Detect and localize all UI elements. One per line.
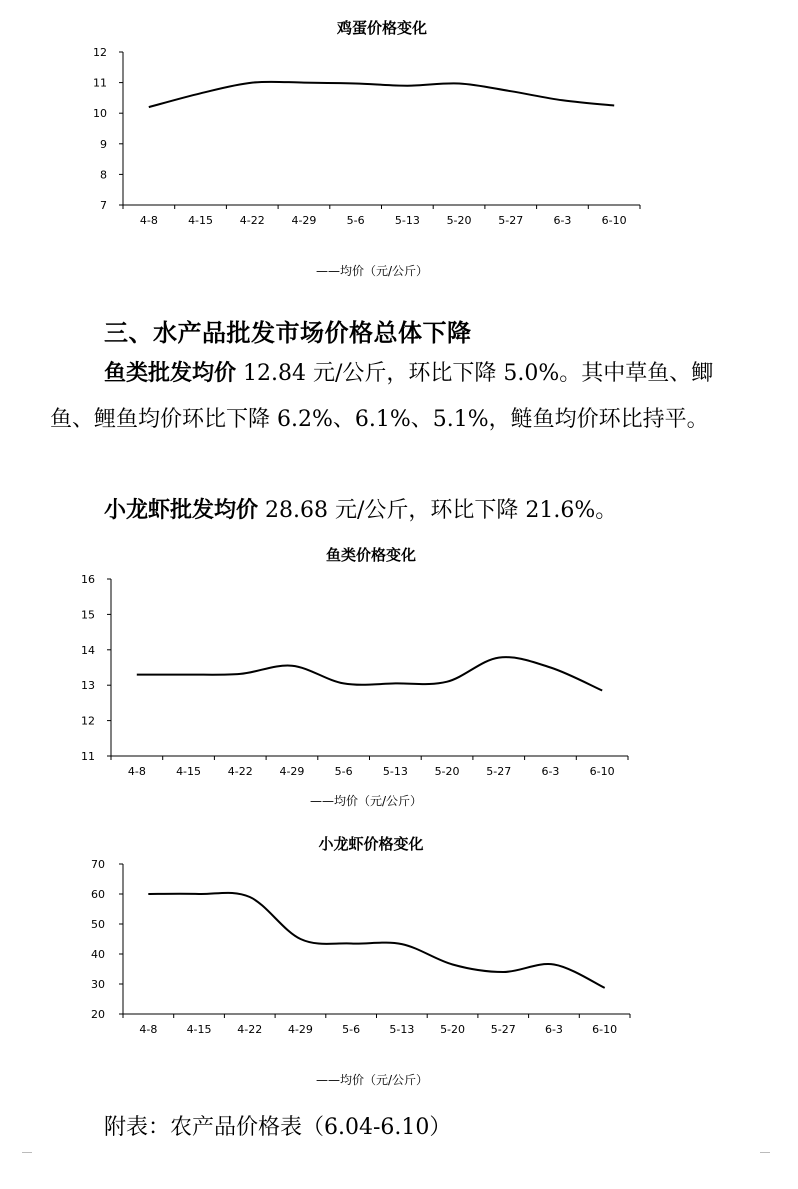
x-tick-label: 5-27 [490,1023,516,1036]
x-tick-label: 5-20 [446,214,472,227]
x-tick-label: 5-6 [342,1023,361,1036]
fish-paragraph-lead: 鱼类批发均价 [104,361,237,386]
x-tick-label: 5-27 [486,765,512,778]
fish-paragraph-text: 12.84 元/公斤，环比下降 5.0%。其中草鱼、鲫鱼、鲤鱼均价环比下降 6.2%、6.1%、5.1%，鲢鱼均价环比持平。 [50,361,714,432]
legend-label: ——均价（元/公斤） [309,794,423,808]
y-tick-label: 16 [81,573,95,586]
x-tick-label: 4-22 [239,214,265,227]
series-line [149,82,614,107]
chart-title: 小龙虾价格变化 [318,835,424,853]
x-tick-label: 4-8 [139,214,158,227]
x-tick-label: 6-10 [589,765,615,778]
x-tick-label: 6-3 [544,1023,563,1036]
legend-label: ——均价（元/公斤） [315,1073,429,1087]
x-tick-label: 5-20 [440,1023,466,1036]
x-tick-label: 4-29 [291,214,317,227]
crayfish-price-chart [0,820,798,1100]
crayfish-paragraph [50,488,750,534]
y-tick-label: 50 [91,918,105,931]
egg-price-chart [0,0,798,290]
crayfish-paragraph-text: 28.68 元/公斤，环比下降 21.6%。 [258,498,618,523]
y-tick-label: 9 [100,137,107,151]
x-tick-label: 5-27 [498,214,524,227]
egg-chart-svg [0,0,798,290]
x-tick-label: 4-15 [186,1023,212,1036]
crayfish-paragraph-lead: 小龙虾批发均价 [104,498,259,523]
x-tick-label: 5-13 [389,1023,415,1036]
x-tick-label: 6-3 [541,765,560,778]
fish-chart-svg [0,535,798,820]
x-tick-label: 4-29 [287,1023,313,1036]
y-tick-label: 60 [91,888,105,901]
x-tick-label: 5-20 [434,765,460,778]
x-tick-label: 4-22 [237,1023,263,1036]
x-tick-label: 4-8 [127,765,146,778]
x-tick-label: 4-22 [227,765,253,778]
series-line [148,893,604,988]
right-page-mark [760,1152,770,1153]
appendix-line: 附表：农产品价格表（6.04-6.10） [104,1115,452,1140]
x-tick-label: 4-8 [139,1023,158,1036]
legend-label: ——均价（元/公斤） [315,264,429,278]
y-tick-label: 30 [91,978,105,991]
x-tick-label: 5-6 [346,214,365,227]
x-tick-label: 5-13 [382,765,408,778]
x-tick-label: 5-13 [394,214,420,227]
chart-title: 鱼类价格变化 [325,546,417,564]
y-tick-label: 7 [100,199,107,212]
y-tick-label: 10 [93,107,107,121]
crayfish-chart-svg [0,820,798,1100]
x-tick-label: 6-3 [553,214,572,227]
y-tick-label: 15 [81,608,95,622]
fish-price-chart [0,535,798,820]
x-tick-label: 6-10 [601,214,627,227]
section-heading: 三、水产品批发市场价格总体下降 [104,319,472,347]
x-tick-label: 4-15 [176,765,202,778]
y-tick-label: 13 [81,679,95,693]
y-tick-label: 70 [91,858,105,871]
y-tick-label: 11 [81,750,95,763]
y-tick-label: 20 [91,1008,105,1021]
x-tick-label: 4-15 [188,214,214,227]
y-tick-label: 12 [81,714,95,728]
y-tick-label: 11 [93,76,107,90]
y-tick-label: 12 [93,46,107,59]
left-page-mark [22,1152,32,1153]
x-tick-label: 5-6 [334,765,353,778]
chart-title: 鸡蛋价格变化 [336,19,428,37]
x-tick-label: 4-29 [279,765,305,778]
y-tick-label: 40 [91,948,105,961]
y-tick-label: 14 [81,643,95,657]
fish-paragraph [50,351,750,443]
x-tick-label: 6-10 [592,1023,618,1036]
y-tick-label: 8 [100,168,107,182]
series-line [137,657,602,690]
